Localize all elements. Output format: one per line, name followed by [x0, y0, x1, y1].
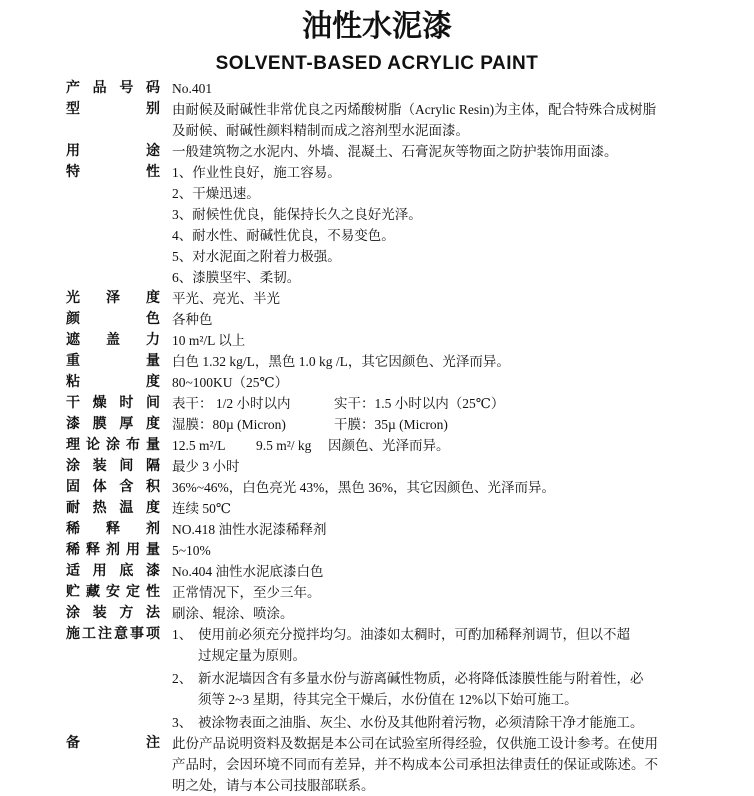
value-viscosity: 80~100KU（25℃）	[172, 375, 289, 390]
value-drying-hard: 实干：1.5 小时以内（25℃）	[334, 396, 505, 411]
label-heat: 耐热温度	[66, 500, 160, 516]
note-line: 新水泥墙因含有多量水份与游离碱性物质，必将降低漆膜性能与附着性，必	[198, 671, 644, 686]
value-thickness-dry: 干膜：35µ (Micron)	[334, 417, 448, 432]
feature-item: 5、对水泥面之附着力极强。	[172, 249, 341, 264]
value-primer: No.404 油性水泥底漆白色	[172, 564, 324, 579]
note-number: 3、	[172, 715, 193, 730]
note-item	[172, 624, 746, 666]
row-thinner	[66, 519, 746, 540]
value-thinner-amount: 5~10%	[172, 543, 211, 558]
value-solids: 36%~46%，白色亮光 43%，黑色 36%，其它因颜色、光泽而异。	[172, 480, 556, 495]
label-primer: 适用底漆	[66, 563, 160, 579]
value-drying-surface: 表干： 1/2 小时以内	[172, 396, 291, 411]
label-product-no: 产品号码	[66, 80, 160, 96]
value-type-line: 及耐候、耐碱性颜料精制而成之溶剂型水泥面漆。	[172, 123, 469, 138]
row-interval	[66, 456, 746, 477]
label-thinner: 稀释剂	[66, 521, 160, 537]
row-drying	[66, 393, 746, 414]
row-thickness	[66, 414, 746, 435]
row-primer	[66, 561, 746, 582]
row-type	[66, 99, 746, 141]
row-usage	[66, 141, 746, 162]
note-item	[172, 712, 746, 733]
label-notes: 施工注意事项	[66, 626, 160, 642]
row-method	[66, 603, 746, 624]
row-weight	[66, 351, 746, 372]
feature-item: 3、耐候性优良，能保持长久之良好光泽。	[172, 207, 422, 222]
feature-item: 4、耐水性、耐碱性优良，不易变色。	[172, 228, 395, 243]
note-line: 使用前必须充分搅拌均匀。油漆如太稠时，可酌加稀释剂调节，但以不超	[198, 627, 630, 642]
row-solids	[66, 477, 746, 498]
value-interval: 最少 3 小时	[172, 459, 240, 474]
value-coverage-note: 因颜色、光泽而异。	[328, 438, 450, 453]
row-thinner-amount	[66, 540, 746, 561]
value-gloss: 平光、亮光、半光	[172, 291, 280, 306]
label-remarks: 备注	[66, 735, 160, 751]
row-gloss	[66, 288, 746, 309]
value-usage: 一般建筑物之水泥内、外墙、混凝土、石膏泥灰等物面之防护装饰用面漆。	[172, 144, 618, 159]
spec-table	[66, 78, 746, 796]
row-product-no	[66, 78, 746, 99]
label-gloss: 光泽度	[66, 290, 160, 306]
label-drying: 干燥时间	[66, 395, 160, 411]
remark-line: 明之处，请与本公司技服部联系。	[172, 778, 375, 793]
feature-item: 2、干燥迅速。	[172, 186, 260, 201]
row-notes	[66, 624, 746, 733]
value-color: 各种色	[172, 312, 213, 327]
label-interval: 涂装间隔	[66, 458, 160, 474]
label-coverage: 理论涂布量	[66, 437, 160, 453]
note-line: 须等 2~3 星期，待其完全干燥后，水份值在 12%以下始可施工。	[198, 692, 578, 707]
label-viscosity: 粘度	[66, 374, 160, 390]
value-method: 刷涂、辊涂、喷涂。	[172, 606, 294, 621]
row-hiding	[66, 330, 746, 351]
value-coverage-kg: 9.5 m²/ kg	[256, 438, 312, 453]
page-title: 油性水泥漆	[302, 9, 452, 44]
value-thinner: NO.418 油性水泥漆稀释剂	[172, 522, 327, 537]
remark-line: 此份产品说明资料及数据是本公司在试验室所得经验，仅供施工设计参考。在使用	[172, 736, 658, 751]
label-usage: 用途	[66, 143, 160, 159]
row-color	[66, 309, 746, 330]
value-weight: 白色 1.32 kg/L，黑色 1.0 kg /L，其它因颜色、光泽而异。	[172, 354, 510, 369]
page-subtitle: SOLVENT-BASED ACRYLIC PAINT	[215, 53, 539, 74]
value-thickness-wet: 湿膜：80µ (Micron)	[172, 417, 286, 432]
row-features	[66, 162, 746, 288]
label-color: 颜色	[66, 311, 160, 327]
label-thickness: 漆膜厚度	[66, 416, 160, 432]
label-weight: 重量	[66, 353, 160, 369]
label-features: 特性	[66, 164, 160, 180]
note-number: 1、	[172, 627, 193, 642]
label-method: 涂装方法	[66, 605, 160, 621]
value-type-line: 由耐候及耐碱性非常优良之丙烯酸树脂（Acrylic Resin)为主体，配合特殊合成树脂	[172, 102, 657, 117]
feature-item: 1、作业性良好，施工容易。	[172, 165, 341, 180]
label-solids: 固体含积	[66, 479, 160, 495]
value-product-no: No.401	[172, 81, 213, 96]
row-remarks	[66, 733, 746, 796]
note-line: 过规定量为原则。	[198, 648, 306, 663]
value-hiding: 10 m²/L 以上	[172, 333, 246, 348]
row-heat	[66, 498, 746, 519]
feature-item: 6、漆膜坚牢、柔韧。	[172, 270, 301, 285]
label-thinner-amount: 稀释剂用量	[66, 542, 160, 558]
row-coverage	[66, 435, 746, 456]
row-storage	[66, 582, 746, 603]
value-coverage-liter: 12.5 m²/L	[172, 438, 226, 453]
value-storage: 正常情况下，至少三年。	[172, 585, 321, 600]
note-item	[172, 668, 746, 710]
label-hiding: 遮盖力	[66, 332, 160, 348]
label-storage: 贮藏安定性	[66, 584, 160, 600]
remark-line: 产品时，会因环境不同而有差异，并不构成本公司承担法律责任的保证或陈述。不	[172, 757, 658, 772]
note-line: 被涂物表面之油脂、灰尘、水份及其他附着污物，必须清除干净才能施工。	[198, 715, 644, 730]
note-number: 2、	[172, 671, 193, 686]
label-type: 型别	[66, 101, 160, 117]
row-viscosity	[66, 372, 746, 393]
value-heat: 连续 50℃	[172, 501, 231, 516]
